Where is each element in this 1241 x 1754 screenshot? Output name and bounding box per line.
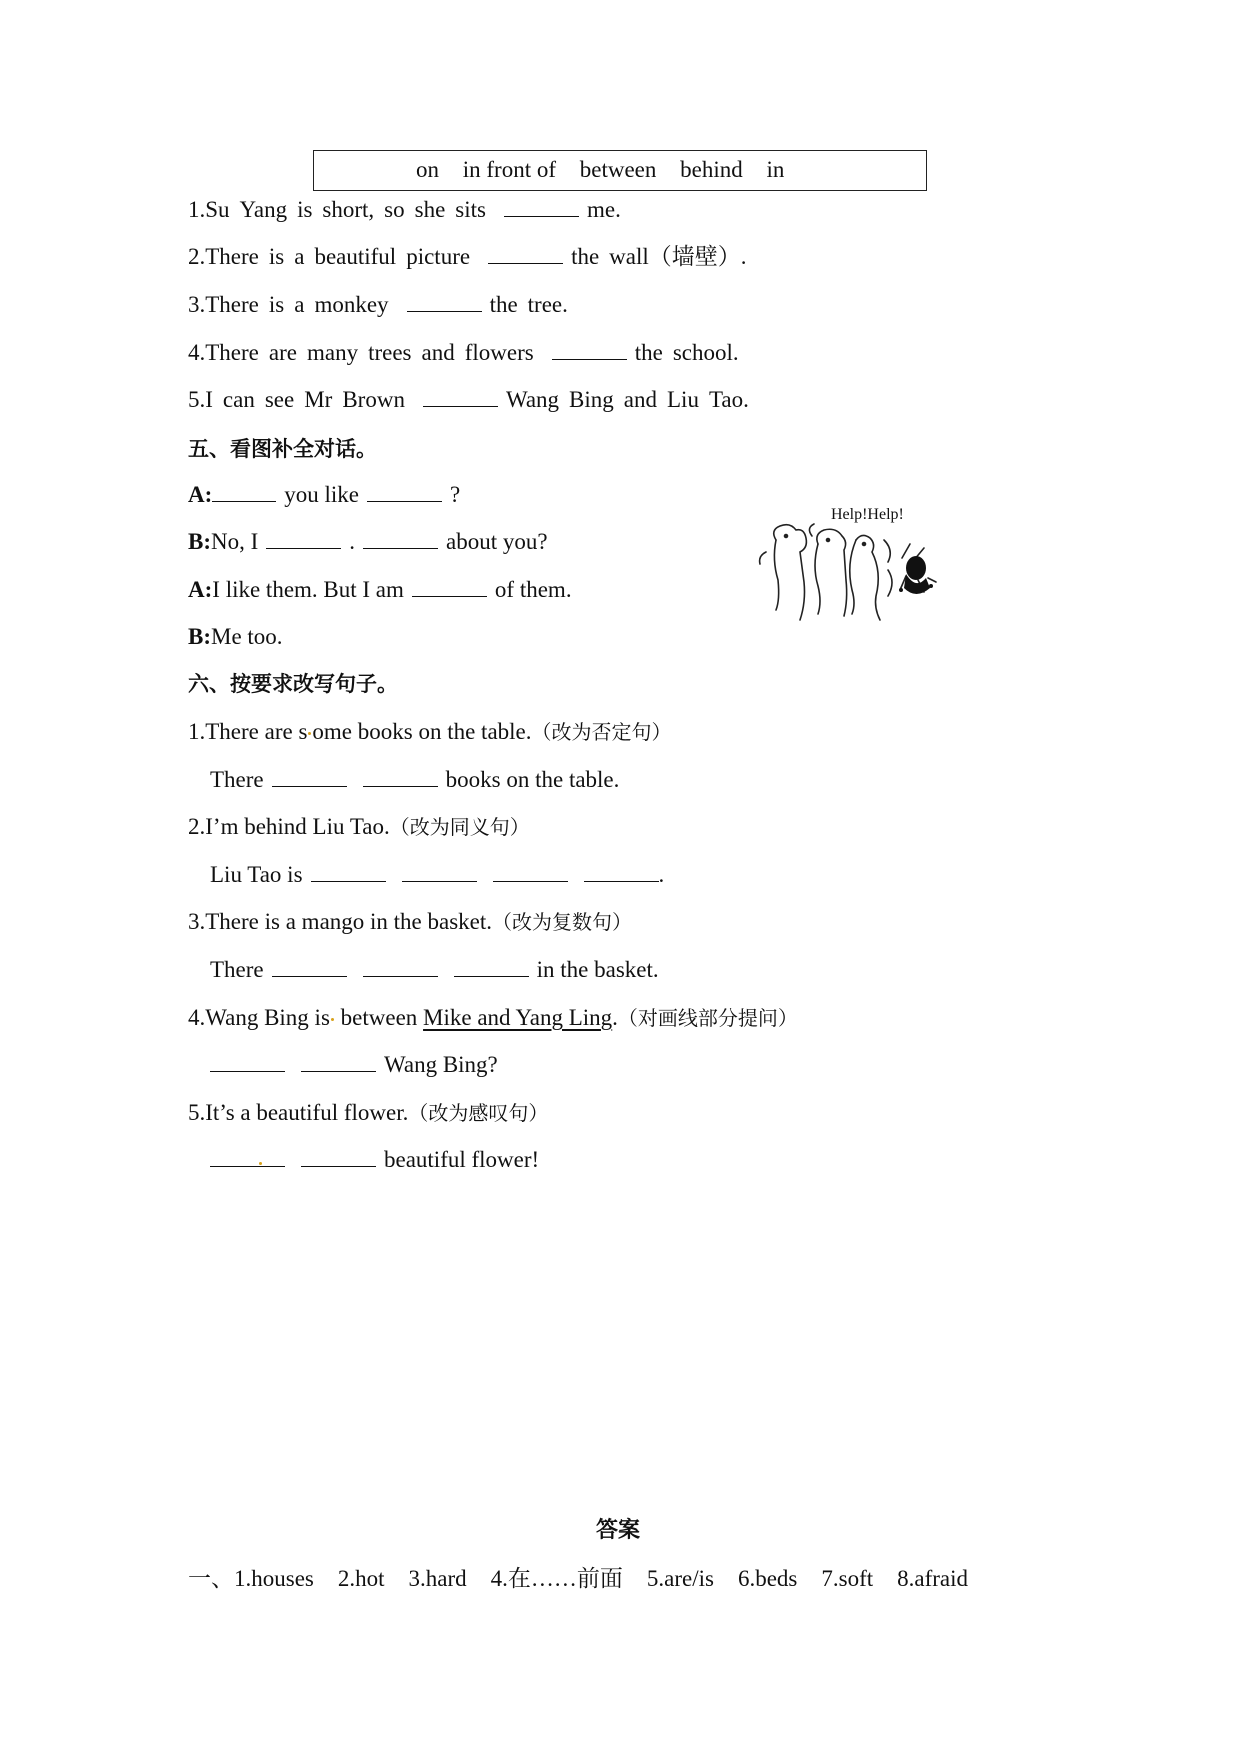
marker-dot-icon (331, 1018, 334, 1021)
fill-in-2 (188, 242, 747, 272)
underlined-phrase: Mike and Yang Ling (423, 1005, 613, 1030)
answer-blank[interactable] (402, 861, 477, 882)
answer-suffix: in the basket. (536, 957, 659, 982)
answer-item: 8.afraid (897, 1566, 969, 1591)
rewrite-q3 (188, 907, 632, 937)
word-box-words (416, 155, 802, 185)
answer-blank[interactable] (301, 1146, 376, 1167)
answer-suffix: . (658, 862, 665, 887)
answer-item: 6.beds (737, 1566, 798, 1591)
answer-blank[interactable] (363, 766, 438, 787)
word-on: on (416, 157, 439, 182)
fill-in-3 (188, 290, 568, 320)
answer-item: 一、1.houses (188, 1566, 314, 1591)
word: Bing (569, 387, 614, 412)
word: and (623, 387, 657, 412)
question-text: 4.Wang Bing is (188, 1005, 330, 1030)
question-text: ome books on the table. (312, 719, 532, 744)
marker-dot-icon (259, 1162, 262, 1165)
word: picture (406, 244, 471, 269)
answer-blank[interactable] (301, 1051, 376, 1072)
instruction-note: （改为否定句） (531, 720, 672, 744)
rewrite-a1 (210, 765, 619, 795)
word: school. (672, 340, 739, 365)
word: is (268, 292, 285, 317)
question-text: 2.I’m behind Liu Tao. (188, 814, 390, 839)
bears-illustration (756, 500, 946, 630)
fill-in-1 (188, 195, 621, 225)
answer-suffix: books on the table. (445, 767, 620, 792)
word: sits (455, 197, 486, 222)
word: There (205, 244, 259, 269)
instruction-note: （改为同义句） (389, 815, 530, 839)
dialog-line-1 (188, 480, 460, 510)
dialog-text: ? (450, 482, 461, 507)
word-between: between (579, 157, 657, 182)
instruction-note: （改为复数句） (492, 910, 633, 934)
answer-blank[interactable] (210, 1146, 285, 1167)
word: the (489, 292, 518, 317)
answer-blank[interactable] (552, 339, 627, 360)
instruction-note: （对画线部分提问） (617, 1006, 798, 1030)
word: There (205, 340, 259, 365)
word: a (294, 292, 305, 317)
answer-blank[interactable] (488, 243, 563, 264)
answer-blank[interactable] (493, 861, 568, 882)
word: is (297, 197, 313, 222)
answer-blank[interactable] (272, 766, 347, 787)
word: tree. (527, 292, 568, 317)
speaker-label: A: (188, 482, 213, 507)
dialog-text: about you? (446, 529, 548, 554)
illustration-caption: Help!Help! (831, 506, 904, 523)
speaker-label: A: (188, 577, 213, 602)
rewrite-q5 (188, 1098, 548, 1128)
answer-blank[interactable] (423, 386, 498, 407)
word: beautiful (314, 244, 397, 269)
word: many (306, 340, 359, 365)
word-in: in (766, 157, 785, 182)
answer-blank[interactable] (504, 196, 579, 217)
answer-item: 2.hot (337, 1566, 385, 1591)
dialog-text: I like them. But I am (212, 577, 404, 602)
word-in-front-of: in front of (462, 157, 557, 182)
dialog-text: No, I (211, 529, 259, 554)
rewrite-q2 (188, 812, 530, 842)
answer-blank[interactable] (311, 861, 386, 882)
word: Liu (667, 387, 699, 412)
answer-blank[interactable] (407, 291, 482, 312)
rewrite-a5 (210, 1145, 539, 1175)
rewrite-a3 (210, 955, 659, 985)
word: short, (322, 197, 375, 222)
word: Mr (304, 387, 333, 412)
word: are (268, 340, 297, 365)
word: and (421, 340, 455, 365)
answer-blank[interactable] (454, 956, 529, 977)
question-text: 1.There are s (188, 719, 308, 744)
answer-blank[interactable] (212, 481, 276, 502)
section6-title: 六、按要求改写句子。 (188, 672, 398, 696)
word: Brown (342, 387, 405, 412)
fill-in-4 (188, 338, 739, 368)
item-number: 3. (188, 292, 206, 317)
dialog-line-4 (188, 622, 283, 652)
word: the (634, 340, 663, 365)
dialog-text: Me too. (211, 624, 283, 649)
answer-blank[interactable] (367, 481, 442, 502)
word: me. (586, 197, 621, 222)
rewrite-a4 (210, 1050, 498, 1080)
answer-blank[interactable] (412, 576, 487, 597)
word: Wang (505, 387, 560, 412)
item-number: 4. (188, 340, 206, 365)
rewrite-a2 (210, 860, 664, 890)
dialog-line-3 (188, 575, 572, 605)
answer-blank[interactable] (210, 1051, 285, 1072)
word: the (571, 244, 600, 269)
question-text: 5.It’s a beautiful flower. (188, 1100, 409, 1125)
word: monkey (314, 292, 389, 317)
question-text: . (612, 1005, 618, 1030)
answer-prefix: There (210, 957, 264, 982)
answer-suffix: beautiful flower! (384, 1147, 540, 1172)
answers-line (188, 1560, 992, 1593)
word: she (414, 197, 446, 222)
answer-blank[interactable] (584, 861, 659, 882)
item-number: 1. (188, 197, 206, 222)
item-number: 5. (188, 387, 206, 412)
item-number: 2. (188, 244, 206, 269)
fill-in-5 (188, 385, 749, 415)
word: wall（墙壁）. (609, 244, 747, 269)
question-text: 3.There is a mango in the basket. (188, 909, 493, 934)
dialog-text: of them. (494, 577, 572, 602)
word: Tao. (708, 387, 749, 412)
answer-item: 4.在……前面 (490, 1566, 623, 1591)
answer-blank[interactable] (272, 956, 347, 977)
answers-title: 答案 (596, 1518, 641, 1543)
word-box (313, 150, 927, 191)
answer-prefix: There (210, 767, 264, 792)
bear-outline (774, 525, 807, 620)
word: Yang (239, 197, 288, 222)
answer-blank[interactable] (266, 528, 341, 549)
word: Su (205, 197, 230, 222)
word: There (205, 292, 259, 317)
dialog-line-2 (188, 527, 548, 557)
word-behind: behind (680, 157, 743, 182)
section5-title: 五、看图补全对话。 (188, 437, 377, 461)
answer-prefix: Liu Tao is (210, 862, 303, 887)
answer-suffix: Wang Bing? (384, 1052, 498, 1077)
dialog-text: . (349, 529, 356, 554)
word: a (294, 244, 305, 269)
answer-item: 5.are/is (646, 1566, 714, 1591)
speaker-label: B: (188, 624, 211, 649)
dialog-text: you like (284, 482, 360, 507)
word: trees (368, 340, 412, 365)
answer-item: 7.soft (821, 1566, 874, 1591)
word: see (264, 387, 295, 412)
rewrite-q1 (188, 717, 672, 747)
word: flowers (464, 340, 534, 365)
speaker-label: B: (188, 529, 211, 554)
marker-dot-icon (308, 732, 311, 735)
answer-blank[interactable] (363, 956, 438, 977)
question-text: between (334, 1005, 424, 1030)
word: I (205, 387, 213, 412)
word: can (222, 387, 255, 412)
answer-blank[interactable] (363, 528, 438, 549)
answer-item: 3.hard (408, 1566, 467, 1591)
word: so (384, 197, 405, 222)
word: is (268, 244, 285, 269)
instruction-note: （改为感叹句） (408, 1101, 549, 1125)
rewrite-q4 (188, 1003, 798, 1033)
